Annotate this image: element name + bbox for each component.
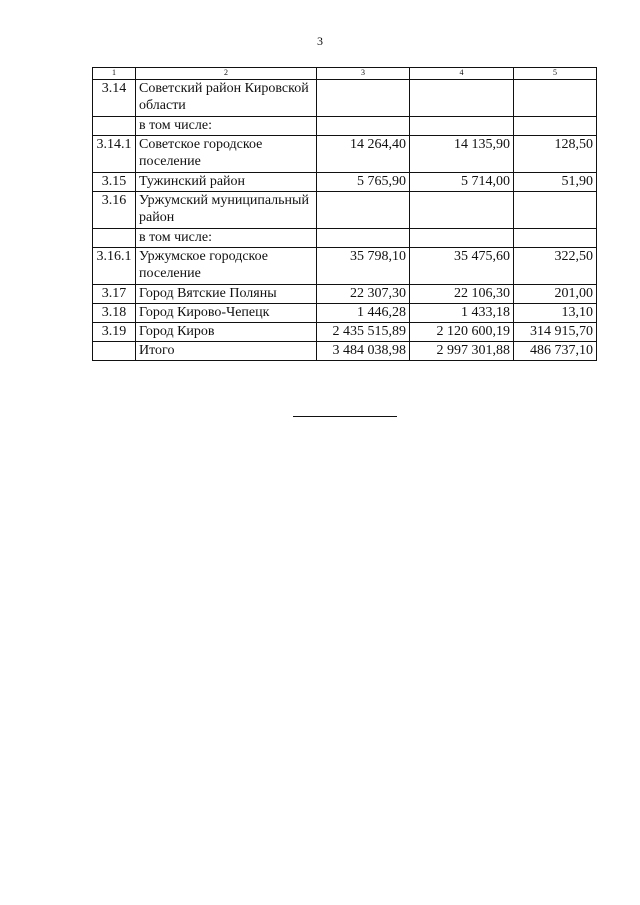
row-name: Уржумское городское поселение [136, 248, 317, 285]
row-value-5: 128,50 [514, 136, 597, 173]
row-value-5 [514, 229, 597, 248]
table-row [93, 285, 597, 304]
row-name: Уржумский муниципальный район [136, 192, 317, 229]
row-value-3: 22 307,30 [317, 285, 410, 304]
row-name: Город Кирово-Чепецк [136, 304, 317, 323]
row-value-3 [317, 80, 410, 117]
row-value-3 [317, 192, 410, 229]
table-row [93, 80, 597, 117]
end-separator-line [293, 416, 397, 417]
row-value-5 [514, 117, 597, 136]
table-row [93, 323, 597, 342]
row-value-3 [317, 117, 410, 136]
row-number: 3.15 [93, 173, 136, 192]
column-header-2: 2 [136, 68, 317, 80]
row-number: 3.14.1 [93, 136, 136, 173]
row-value-5 [514, 80, 597, 117]
table-row [93, 229, 597, 248]
row-value-4: 5 714,00 [410, 173, 514, 192]
total-label: Итого [136, 342, 317, 361]
row-value-5: 51,90 [514, 173, 597, 192]
table-row [93, 173, 597, 192]
page-number: 3 [317, 34, 323, 48]
row-value-3: 35 798,10 [317, 248, 410, 285]
table-row [93, 304, 597, 323]
row-name: Тужинский район [136, 173, 317, 192]
row-name: в том числе: [136, 229, 317, 248]
row-value-4: 2 120 600,19 [410, 323, 514, 342]
row-value-3 [317, 229, 410, 248]
row-value-3: 14 264,40 [317, 136, 410, 173]
row-value-4 [410, 117, 514, 136]
column-header-5: 5 [514, 68, 597, 80]
row-value-4 [410, 192, 514, 229]
row-number [93, 229, 136, 248]
row-name: Советское городское поселение [136, 136, 317, 173]
row-value-3: 2 435 515,89 [317, 323, 410, 342]
table-row [93, 136, 597, 173]
column-header-3: 3 [317, 68, 410, 80]
row-value-4: 14 135,90 [410, 136, 514, 173]
row-number: 3.14 [93, 80, 136, 117]
row-value-5 [514, 192, 597, 229]
row-value-5: 13,10 [514, 304, 597, 323]
row-value-3: 1 446,28 [317, 304, 410, 323]
row-name: Советский район Кировской области [136, 80, 317, 117]
column-header-4: 4 [410, 68, 514, 80]
row-value-5: 314 915,70 [514, 323, 597, 342]
row-number: 3.17 [93, 285, 136, 304]
row-value-4: 1 433,18 [410, 304, 514, 323]
column-number-row [93, 68, 597, 80]
row-value-5: 322,50 [514, 248, 597, 285]
allocation-table [92, 67, 597, 361]
row-value-4: 35 475,60 [410, 248, 514, 285]
row-value-4 [410, 80, 514, 117]
row-number: 3.18 [93, 304, 136, 323]
row-number: 3.19 [93, 323, 136, 342]
total-row [93, 342, 597, 361]
row-number [93, 342, 136, 361]
total-value-4: 2 997 301,88 [410, 342, 514, 361]
table-row [93, 192, 597, 229]
total-value-5: 486 737,10 [514, 342, 597, 361]
column-header-1: 1 [93, 68, 136, 80]
row-number: 3.16.1 [93, 248, 136, 285]
row-number: 3.16 [93, 192, 136, 229]
table-row [93, 117, 597, 136]
row-value-4: 22 106,30 [410, 285, 514, 304]
table-row [93, 248, 597, 285]
row-name: в том числе: [136, 117, 317, 136]
row-value-5: 201,00 [514, 285, 597, 304]
total-value-3: 3 484 038,98 [317, 342, 410, 361]
row-value-3: 5 765,90 [317, 173, 410, 192]
row-number [93, 117, 136, 136]
row-value-4 [410, 229, 514, 248]
row-name: Город Вятские Поляны [136, 285, 317, 304]
row-name: Город Киров [136, 323, 317, 342]
